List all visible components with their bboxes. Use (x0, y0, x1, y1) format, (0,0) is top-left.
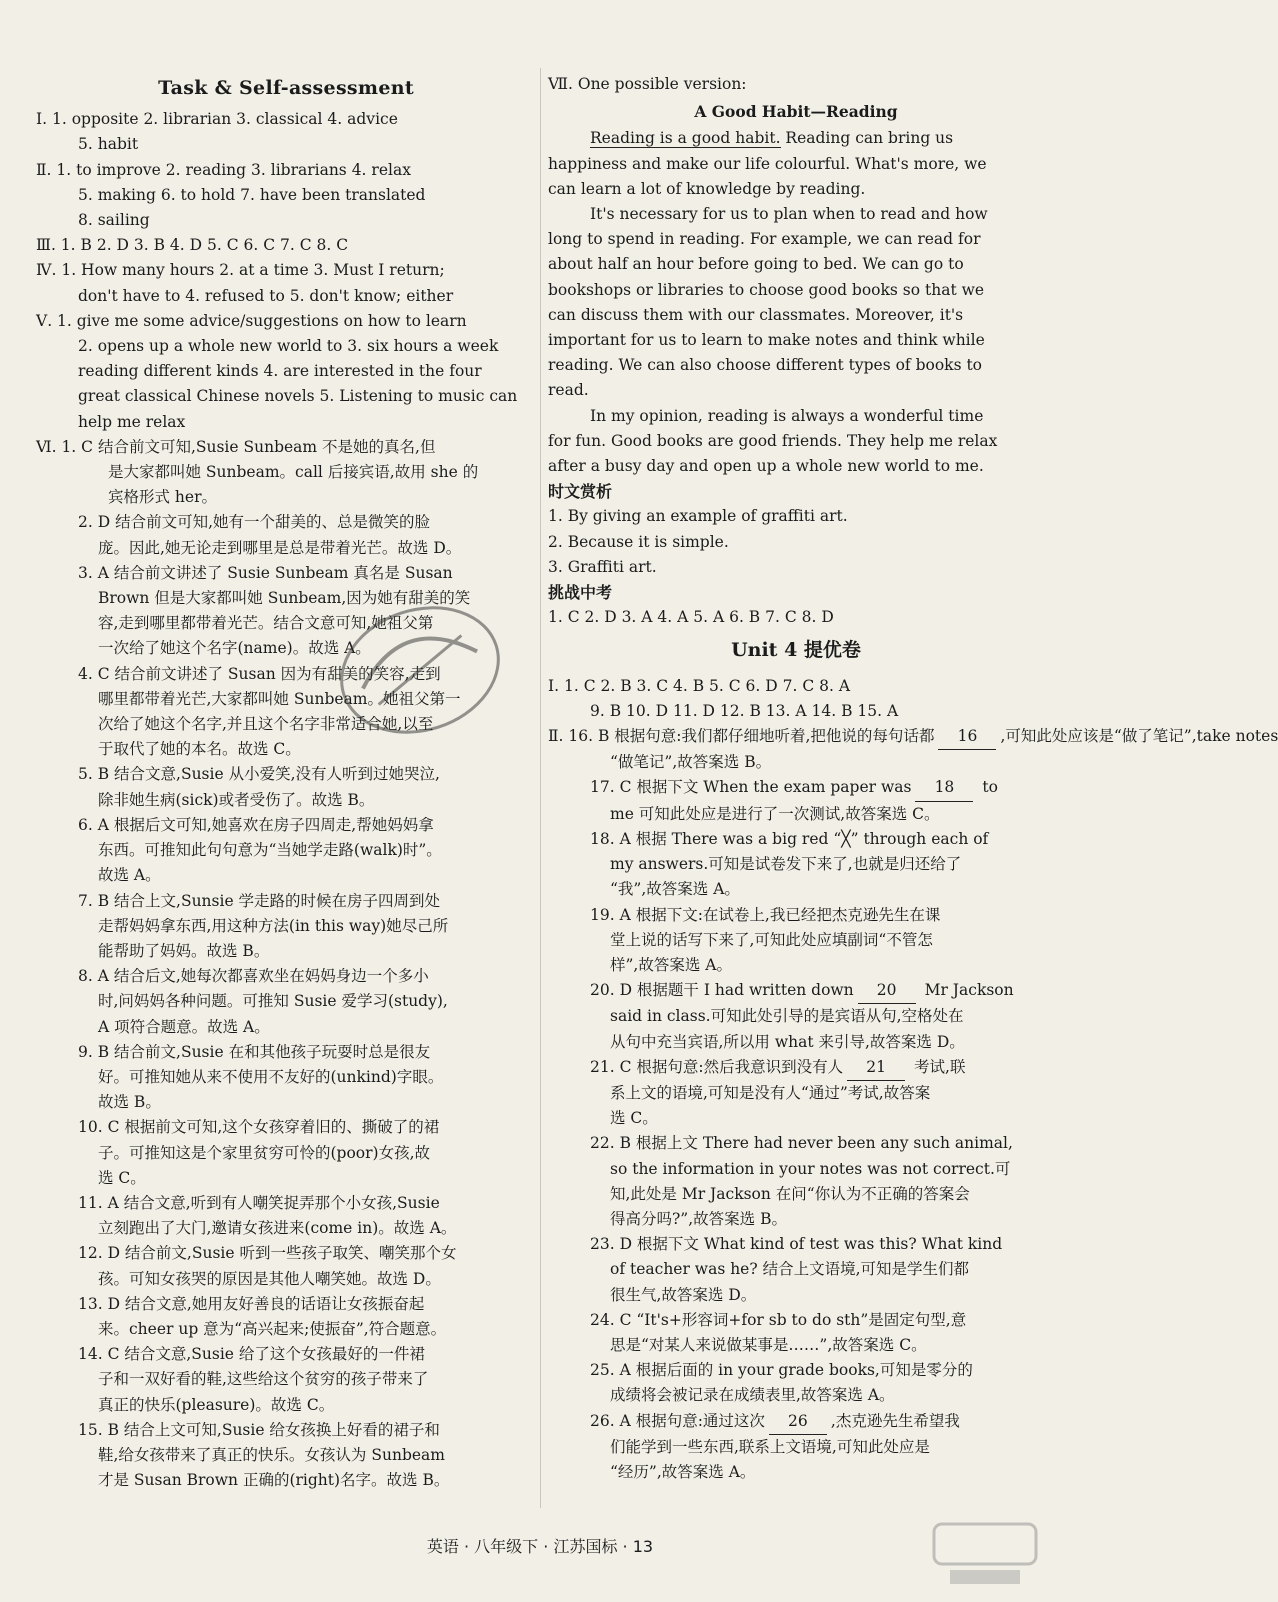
answer-line: 9. B 10. D 11. D 12. B 13. A 14. B 15. A (590, 701, 899, 720)
explanation-text: 25. A 根据后面的 in your grade books,可知是零分的 (590, 1361, 973, 1380)
explanation-line (548, 978, 1044, 1004)
explanation-text: 都 (918, 727, 935, 746)
explanation-line: 6. A 根据后文可知,她喜欢在房子四周走,帮她妈妈拿 (78, 815, 434, 834)
explanation-line: 7. B 结合上文,Sunsie 学走路的时候在房子四周到处 (78, 891, 441, 910)
explanation-line: my answers.可知是试卷发下来了,也就是归还给了 (610, 855, 962, 874)
explanation-line (548, 1055, 1044, 1081)
explanation-line: 很生气,故答案选 D。 (610, 1285, 757, 1304)
essay-underlined-sentence: Reading is a good habit. (590, 129, 781, 148)
shiwen-line: 1. By giving an example of graffiti art. (548, 507, 848, 526)
answer-line: Ⅰ. 1. opposite 2. librarian 3. classical 4. advice (36, 110, 398, 129)
unit-answers (548, 674, 1278, 1486)
explanation-line (548, 775, 1044, 801)
tiaozhan-answers: 1. C 2. D 3. A 4. A 5. A 6. B 7. C 8. D (548, 608, 834, 627)
explanation-line: 故选 B。 (98, 1093, 161, 1112)
explanation-line: 子和一双好看的鞋,这些给这个贫穷的孩子带来了 (98, 1370, 429, 1389)
explanation-line: 容,走到哪里都带着光芒。结合文意可知,她祖父第 (98, 614, 434, 633)
explanation-line: 堂上说的话写下来了,可知此处应填副词“不管怎 (610, 930, 933, 949)
explanation-line: 才是 Susan Brown 正确的(right)名字。故选 B。 (98, 1471, 450, 1490)
answer-line: 8. sailing (78, 211, 150, 230)
answer-blank: 21 (847, 1055, 905, 1081)
explanation-text: 19. A 根据下文:在试卷上,我已经把杰克逊先生在课 (590, 905, 941, 924)
explanation-line: 能帮助了妈妈。故选 B。 (98, 941, 270, 960)
explanation-line: 时,问妈妈各种问题。可推知 Susie 爱学习(study), (98, 992, 448, 1011)
essay-line: important for us to learn to make notes and think while (548, 331, 985, 350)
column-divider (540, 68, 541, 1508)
explanation-line (548, 1308, 1044, 1333)
explanation-line: 于取代了她的本名。故选 C。 (98, 740, 301, 759)
explanation-line: 一次给了她这个名字(name)。故选 A。 (98, 639, 371, 658)
explanation-line: 样”,故答案选 A。 (610, 955, 732, 974)
answer-line: 5. making 6. to hold 7. have been translated (78, 185, 426, 204)
essay-line: can discuss them with our classmates. Moreover, it's (548, 305, 964, 324)
essay-line: for fun. Good books are good friends. They help me relax (548, 431, 998, 450)
answer-line: Ⅲ. 1. B 2. D 3. B 4. D 5. C 6. C 7. C 8. C (36, 236, 349, 255)
explanation-line (548, 1131, 1044, 1156)
answer-line: Ⅴ. 1. give me some advice/suggestions on how to learn (36, 311, 467, 330)
explanation-text: 21. C 根据句意:然后我意识到没有人 (590, 1057, 844, 1076)
essay-line: bookshops or libraries to choose good books so that we (548, 280, 985, 299)
explanation-line (548, 903, 1044, 928)
shiwen-line: 3. Graffiti art. (548, 557, 657, 576)
explanation-line: 2. D 结合前文可知,她有一个甜美的、总是微笑的脸 (78, 513, 430, 532)
explanation-line: 思是“对某人来说做某事是……”,故答案选 C。 (610, 1335, 927, 1354)
explanation-line: 是大家都叫她 Sunbeam。call 后接宾语,故用 she 的 (108, 463, 479, 482)
explanation-line (548, 1232, 1044, 1257)
answer-blank: 16 (938, 724, 996, 750)
unit-title: Unit 4 提优卷 (731, 639, 861, 662)
explanation-line (548, 1358, 1044, 1383)
tiaozhan-heading: 挑战中考 (548, 583, 613, 603)
explanation-line: 真正的快乐(pleasure)。故选 C。 (98, 1395, 335, 1414)
explanation-line: 4. C 结合前文讲述了 Susan 因为有甜美的笑容,走到 (78, 664, 441, 683)
essay-line: long to spend in reading. For example, we can read for (548, 230, 981, 249)
left-column (36, 72, 536, 1493)
answer-line: reading different kinds 4. are interested in the four (78, 362, 482, 381)
explanation-line: 庞。因此,她无论走到哪里是总是带着光芒。故选 D。 (98, 538, 462, 557)
explanation-line: of teacher was he? 结合上文语境,可知是学生们都 (610, 1260, 970, 1279)
essay-line: It's necessary for us to plan when to read and how (590, 205, 988, 224)
answer-line: Ⅱ. 1. to improve 2. reading 3. librarians 4. relax (36, 160, 411, 179)
explanation-line: 系上文的语境,可知是没有人“通过”考试,故答案 (610, 1083, 931, 1102)
explanation-line: 哪里都带着光芒,大家都叫她 Sunbeam。她祖父第一 (98, 689, 461, 708)
explanation-line: 选 C。 (98, 1168, 146, 1187)
explanation-line: me 可知此处应是进行了一次测试,故答案选 C。 (610, 804, 940, 823)
explanation-line: 15. B 结合上文可知,Susie 给女孩换上好看的裙子和 (78, 1420, 440, 1439)
explanation-line: 11. A 结合文意,听到有人嘲笑捉弄那个小女孩,Susie (78, 1193, 440, 1212)
explanation-line: 知,此处是 Mr Jackson 在问“你认为不正确的答案会 (610, 1184, 970, 1203)
shiwen-line: 2. Because it is simple. (548, 532, 729, 551)
shiwen-heading: 时文赏析 (548, 482, 613, 502)
explanation-text: Ⅱ. 16. B 根据句意:我们都仔细地听着,把他说的每句话 (548, 727, 919, 746)
explanation-line: 来。cheer up 意为“高兴起来;使振奋”,符合题意。 (98, 1319, 447, 1338)
explanation-text: 18. A 根据 There was a big red “╳” through each of (590, 829, 989, 848)
essay (548, 126, 1044, 479)
section-vii-heading: Ⅶ. One possible version: (548, 75, 747, 93)
essay-paragraph-3 (548, 404, 1044, 480)
answer-blank: 26 (769, 1409, 827, 1435)
explanation-line: 次给了她这个名字,并且这个名字非常适合她,以至 (98, 715, 434, 734)
essay-line (548, 126, 1044, 151)
answer-line: don't have to 4. refused to 5. don't know; either (78, 286, 454, 305)
explanation-line: 9. B 结合前文,Susie 在和其他孩子玩耍时总是很友 (78, 1042, 431, 1061)
explanation-line: Ⅵ. 1. C 结合前文可知,Susie Sunbeam 不是她的真名,但 (36, 437, 436, 456)
explanation-text: ,杰克逊先生希望我 (830, 1411, 960, 1430)
explanation-line: “经历”,故答案选 A。 (610, 1462, 756, 1481)
explanation-line: 12. D 结合前文,Susie 听到一些孩子取笑、嘲笑那个女 (78, 1244, 457, 1263)
section-title: Task & Self-assessment (158, 77, 414, 99)
explanation-line: 得高分吗?”,故答案选 B。 (610, 1209, 787, 1228)
essay-paragraph-2 (548, 202, 1044, 404)
explanation-line: “我”,故答案选 A。 (610, 880, 740, 899)
essay-line: In my opinion, reading is always a wonderful time (590, 406, 984, 425)
page-footer: 英语 · 八年级下 · 江苏国标 · 13 (426, 1537, 654, 1556)
explanation-line: 子。可推知这是个家里贫穷可怜的(poor)女孩,故 (98, 1143, 431, 1162)
answer-line: 5. habit (78, 135, 139, 154)
explanation-line: 宾格形式 her。 (108, 488, 217, 507)
explanation-line: Brown 但是大家都叫她 Sunbeam,因为她有甜美的笑 (98, 589, 471, 608)
explanation-line: 立刻跑出了大门,邀请女孩进来(come in)。故选 A。 (98, 1219, 457, 1238)
explanation-line: 13. D 结合文意,她用友好善良的话语让女孩振奋起 (78, 1294, 425, 1313)
explanation-line: so the information in your notes was not correct.可 (610, 1159, 1011, 1178)
watermark-logo-icon (930, 1520, 1040, 1590)
explanation-line (548, 827, 1044, 852)
answer-blank: 20 (858, 978, 916, 1004)
explanation-text: 考试,联 (909, 1057, 966, 1076)
essay-line: reading. We can also choose different types of books to (548, 356, 983, 375)
explanation-line: 成绩将会被记录在成绩表里,故答案选 A。 (610, 1386, 895, 1405)
explanation-line: 走帮妈妈拿东西,用这种方法(in this way)她尽己所 (98, 916, 449, 935)
answer-line: help me relax (78, 412, 186, 431)
essay-line: after a busy day and open up a whole new world to me. (548, 457, 984, 476)
right-column (548, 72, 1278, 1485)
answer-line: great classical Chinese novels 5. Listening to music can (78, 387, 518, 406)
explanation-line: 除非她生病(sick)或者受伤了。故选 B。 (98, 790, 375, 809)
essay-line: about half an hour before going to bed. We can go to (548, 255, 964, 274)
explanation-line: 故选 A。 (98, 866, 161, 885)
explanation-line: 5. B 结合文意,Susie 从小爱笑,没有人听到过她哭泣, (78, 765, 440, 784)
explanation-line (548, 724, 1278, 750)
essay-line: read. (548, 381, 589, 400)
explanation-line: 鞋,给女孩带来了真正的快乐。女孩认为 Sunbeam (98, 1445, 445, 1464)
answer-line: Ⅰ. 1. C 2. B 3. C 4. B 5. C 6. D 7. C 8. A (548, 676, 851, 695)
explanation-line: 从句中充当宾语,所以用 what 来引导,故答案选 D。 (610, 1032, 965, 1051)
explanation-line (548, 1409, 1044, 1435)
explanation-line: 好。可推知她从来不使用不友好的(unkind)字眼。 (98, 1067, 444, 1086)
explanation-line: A 项符合题意。故选 A。 (98, 1017, 270, 1036)
explanation-text: 26. A 根据句意:通过这次 (590, 1411, 765, 1430)
explanation-line: 10. C 根据前文可知,这个女孩穿着旧的、撕破了的裙 (78, 1118, 440, 1137)
explanation-line: 们能学到一些东西,联系上文语境,可知此处应是 (610, 1437, 930, 1456)
explanation-line: 东西。可推知此句句意为“当她学走路(walk)时”。 (98, 841, 442, 860)
left-answers (36, 107, 536, 1493)
explanation-line: 14. C 结合文意,Susie 给了这个女孩最好的一件裙 (78, 1345, 425, 1364)
explanation-line: 3. A 结合前文讲述了 Susie Sunbeam 真名是 Susan (78, 563, 453, 582)
explanation-line: 8. A 结合后文,她每次都喜欢坐在妈妈身边一个多小 (78, 967, 429, 986)
essay-line: happiness and make our life colourful. What's more, we (548, 154, 987, 173)
explanation-line: said in class.可知此处引导的是宾语从句,空格处在 (610, 1007, 964, 1026)
explanation-text: ,可知此处应该是“做了笔记”,take notes (1000, 727, 1278, 746)
answer-line: Ⅳ. 1. How many hours 2. at a time 3. Must I return; (36, 261, 445, 280)
explanation-line: 选 C。 (610, 1109, 658, 1128)
explanation-text: 24. C “It's+形容词+for sb to do sth”是固定句型,意 (590, 1310, 967, 1329)
explanation-line: “做笔记”,故答案选 B。 (610, 753, 772, 772)
explanation-text: Mr Jackson (919, 981, 1014, 1000)
shiwen-answers (548, 504, 1044, 580)
answer-blank: 18 (915, 775, 973, 801)
explanation-text: 22. B 根据上文 There had never been any such animal, (590, 1134, 1013, 1153)
essay-line-rest: Reading can bring us (780, 129, 954, 148)
explanation-text: 17. C 根据下文 When the exam paper was (590, 778, 912, 797)
essay-line: can learn a lot of knowledge by reading. (548, 179, 866, 198)
explanation-line: 孩。可知女孩哭的原因是其他人嘲笑她。故选 D。 (98, 1269, 441, 1288)
explanation-text: to (977, 778, 998, 797)
explanation-text: 20. D 根据题干 I had written down (590, 981, 854, 1000)
essay-title: A Good Habit—Reading (694, 102, 898, 122)
explanation-text: 23. D 根据下文 What kind of test was this? What kind (590, 1235, 1003, 1254)
answer-line: 2. opens up a whole new world to 3. six hours a week (78, 337, 499, 356)
